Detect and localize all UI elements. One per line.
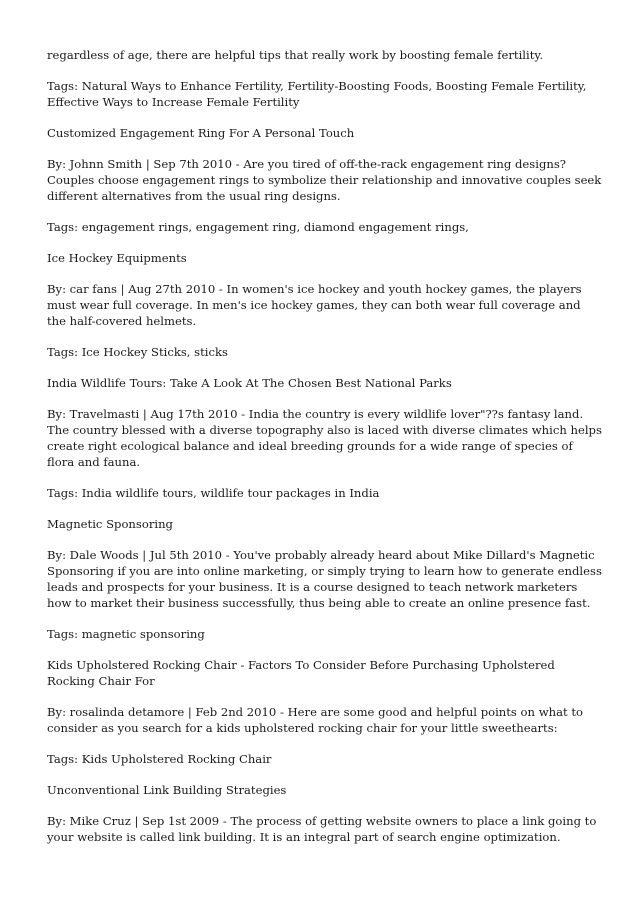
article-title: Kids Upholstered Rocking Chair - Factors To Consider Before Purchasing Upholstered Rocking Chair For (47, 658, 555, 688)
article-tags: Tags: Kids Upholstered Rocking Chair (47, 752, 272, 766)
body-text-fragment: regardless of age, there are helpful tips that really work by boosting female fertility. (47, 48, 544, 62)
document-page (47, 47, 602, 860)
article-summary: By: Travelmasti | Aug 17th 2010 - India the country is every wildlife lover"??s fantasy land. The country blessed with a diverse topography also is laced with diverse climates which helps create right ecological balance and ideal breeding grounds for a wide range of species of flora and fauna. (47, 407, 602, 469)
article-tags: Tags: Ice Hockey Sticks, sticks (47, 345, 228, 359)
article-tags: Tags: magnetic sponsoring (47, 627, 205, 641)
article-title: Magnetic Sponsoring (47, 517, 173, 531)
article-tags: Tags: Natural Ways to Enhance Fertility, Fertility-Boosting Foods, Boosting Female Fertility, Effective Ways to Increase Female Fertility (47, 79, 587, 109)
article-title: Ice Hockey Equipments (47, 251, 187, 265)
article-tags: Tags: India wildlife tours, wildlife tour packages in India (47, 486, 380, 500)
article-summary: By: Johnn Smith | Sep 7th 2010 - Are you tired of off-the-rack engagement ring designs? Couples choose engagement rings to symbolize their relationship and innovative couples seek different alternatives from the usual ring designs. (47, 157, 602, 203)
article-tags: Tags: engagement rings, engagement ring, diamond engagement rings, (47, 220, 469, 234)
article-title: Unconventional Link Building Strategies (47, 783, 287, 797)
article-title: Customized Engagement Ring For A Personal Touch (47, 126, 355, 140)
article-title: India Wildlife Tours: Take A Look At The Chosen Best National Parks (47, 376, 452, 390)
article-summary: By: Mike Cruz | Sep 1st 2009 - The process of getting website owners to place a link going to your website is called link building. It is an integral part of search engine optimization. (47, 814, 597, 844)
article-summary: By: rosalinda detamore | Feb 2nd 2010 - Here are some good and helpful points on what to consider as you search for a kids upholstered rocking chair for your little sweethearts: (47, 705, 583, 735)
article-summary: By: Dale Woods | Jul 5th 2010 - You've probably already heard about Mike Dillard's Magnetic Sponsoring if you are into online marketing, or simply trying to learn how to generate endless leads and prospects for your business. It is a course designed to teach network marketers how to market their business successfully, thus being able to create an online presence fast. (47, 548, 602, 610)
article-summary: By: car fans | Aug 27th 2010 - In women's ice hockey and youth hockey games, the players must wear full coverage. In men's ice hockey games, they can both wear full coverage and the half-covered helmets. (47, 282, 582, 328)
